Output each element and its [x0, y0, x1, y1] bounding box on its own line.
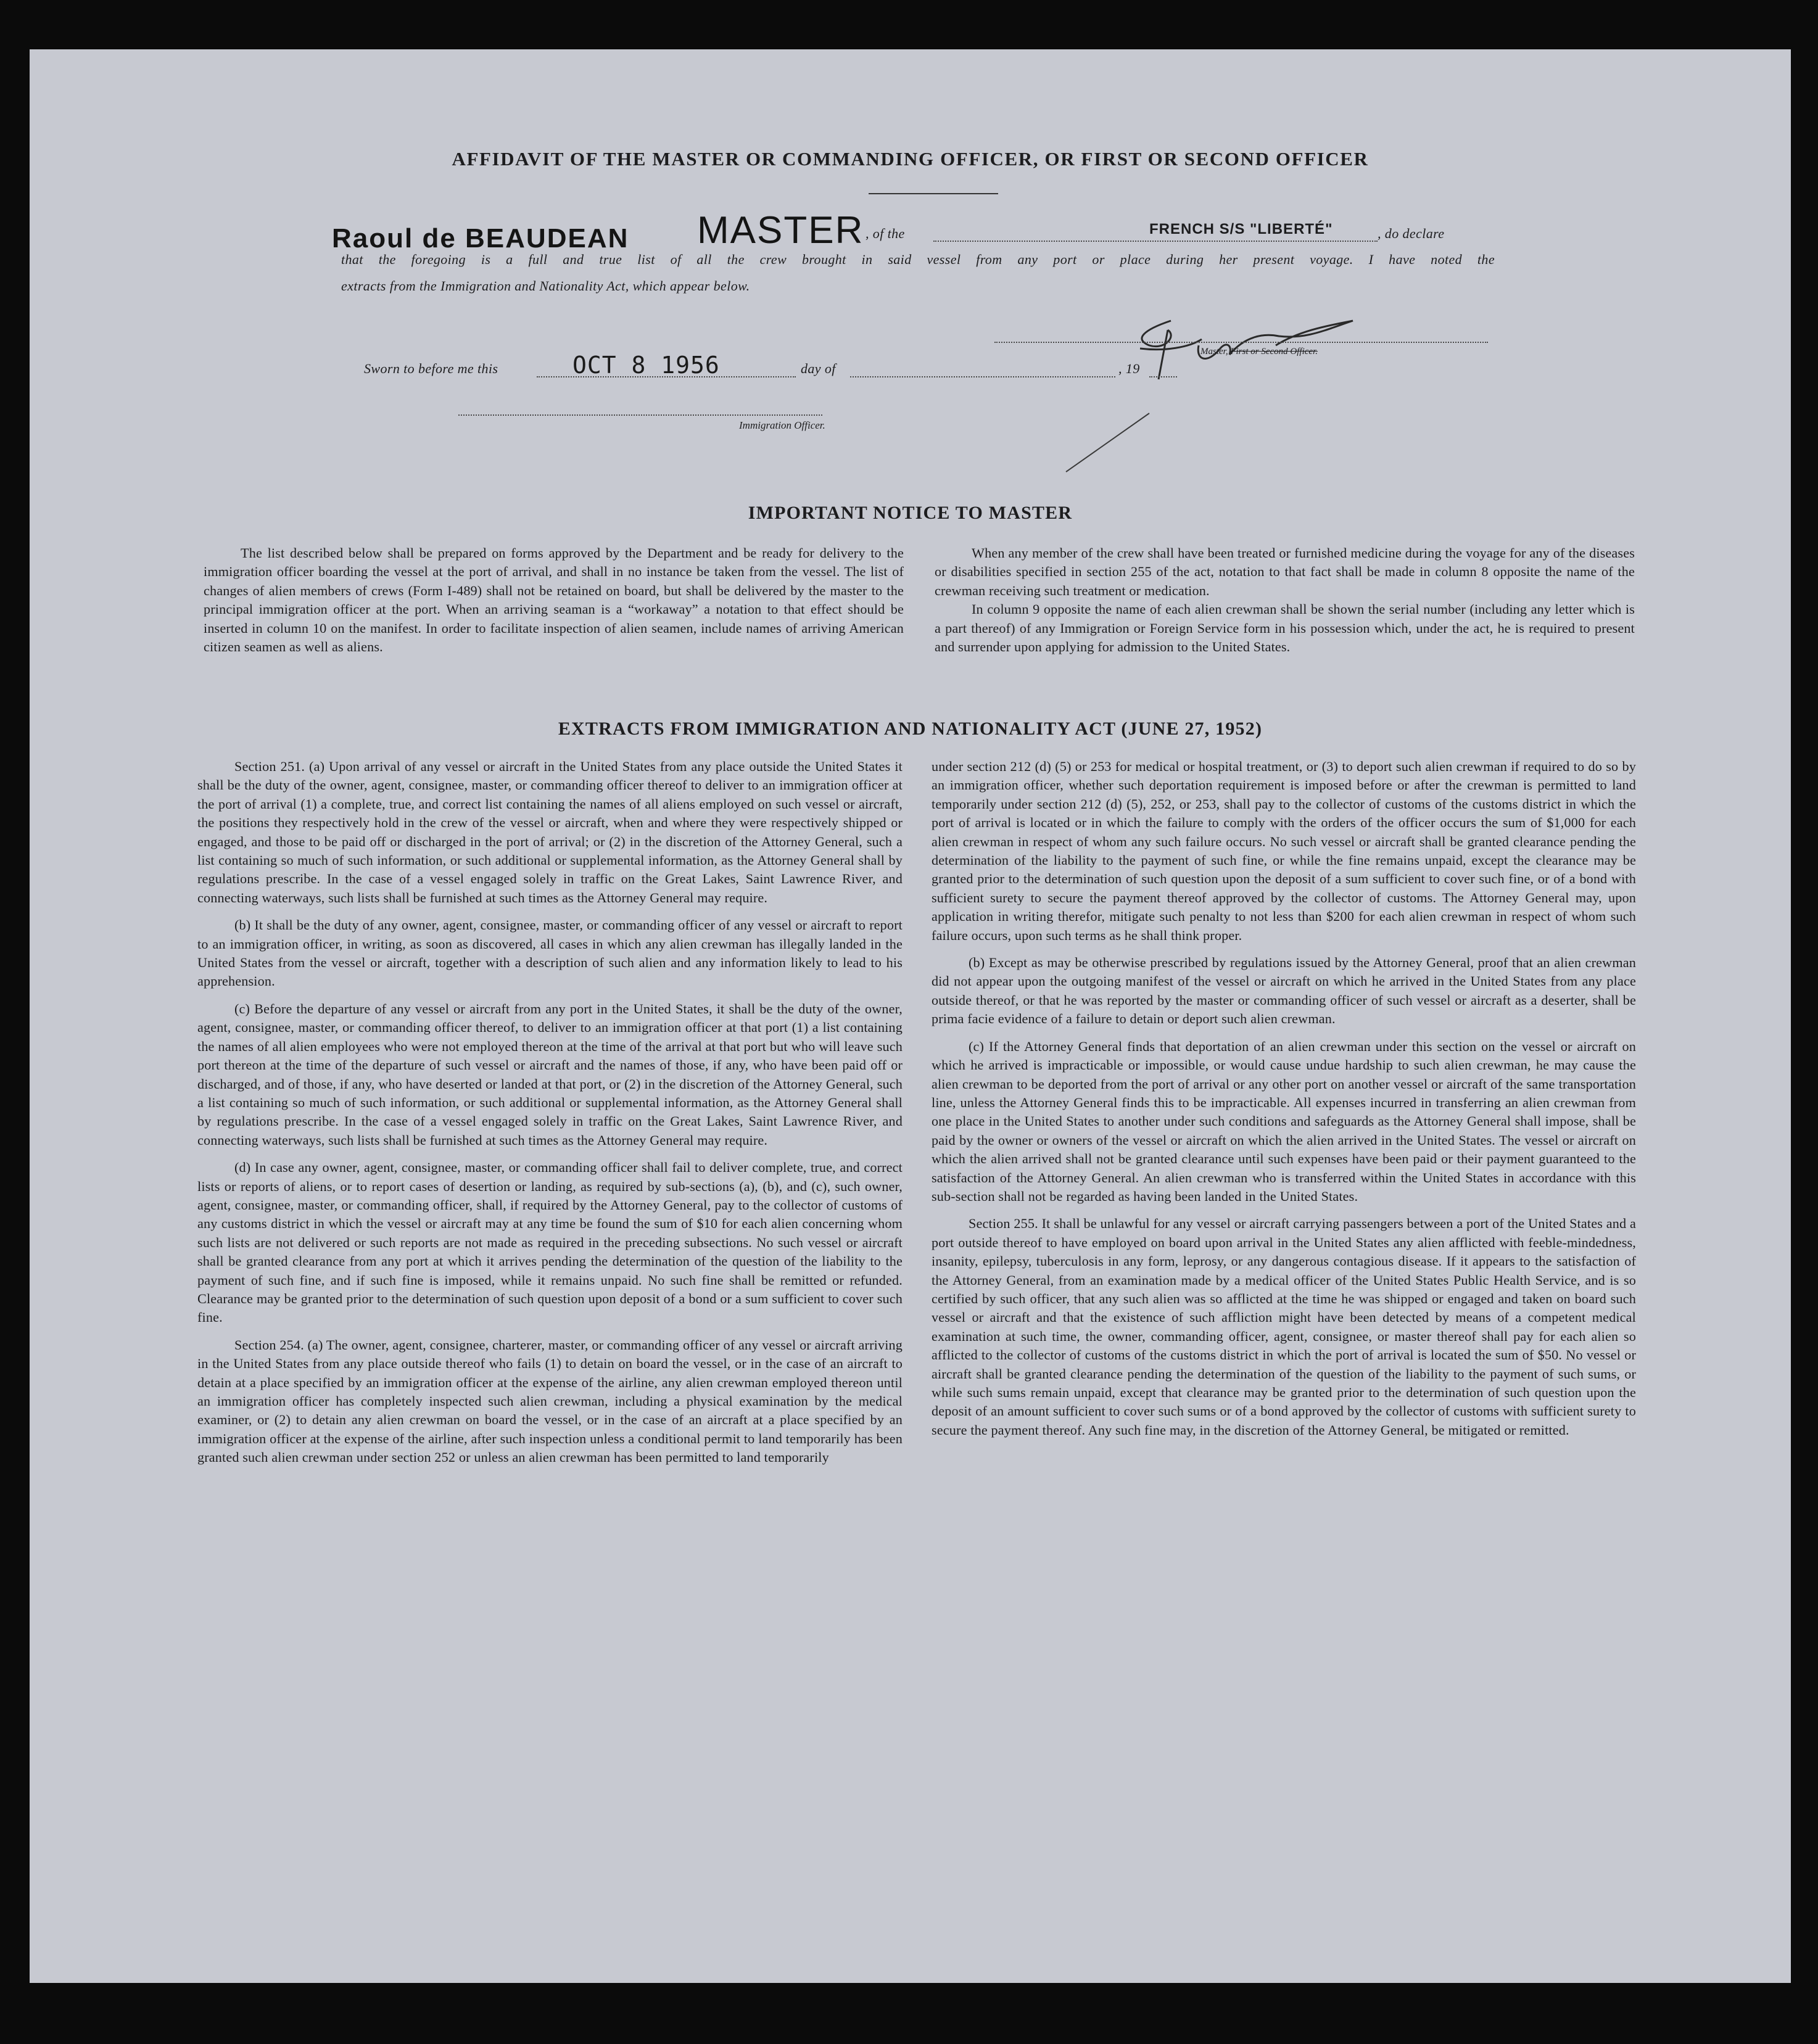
- of-the-label: , of the: [866, 226, 905, 241]
- section-251-b: (b) It shall be the duty of any owner, agent, consignee, master, or commanding officer of any vessel or aircraft to report to an immigration officer, in writing, as soon as discovered, all cases in which any alien crewman has illegally landed in the United States from the vessel or aircraft, together with a description of such alien and any information likely to lead to his apprehension.: [197, 917, 903, 989]
- section-254-a: Section 254. (a) The owner, agent, consignee, charterer, master, or commanding officer of any vessel or aircraft arriving in the United States from any place outside thereof who fails (1) to detain on board the vessel, or in the case of an aircraft to detain at a place specified by an immigration officer at the expense of the airline, any alien crewman employed thereon until an immigration officer has completely inspected such alien crewman, including a physical examination by the medical examiner, or (2) to detain any alien crewman on board the vessel, or in the case of an aircraft at a place specified by an immigration officer at the expense of the airline, after such inspection unless a conditional permit to land temporarily has been granted such alien crewman under section 252 or unless an alien crewman has been permitted to land temporarily: [197, 1337, 903, 1465]
- extracts-right-column: [932, 757, 1636, 1448]
- master-signature: [1041, 287, 1387, 490]
- month-dotted-line: [850, 376, 1115, 377]
- ship-name: FRENCH S/S "LIBERTÉ": [1149, 221, 1333, 237]
- notice-left-paragraph: The list described below shall be prepared on forms approved by the Department and be ready for delivery to the immigration officer boarding the vessel at the port of arrival, and shall in no instance be taken from the vessel. The list of changes of alien members of crews (Form I-489) shall not be retained on board, but shall be delivered by the master to the principal immigration officer at the port. When an arriving seaman is a “workaway” a notation to that effect should be inserted in column 10 on the manifest. In order to facilitate inspection of alien seamen, include names of arriving American citizen seamen as well as aliens.: [204, 545, 904, 655]
- affidavit-title: AFFIDAVIT OF THE MASTER OR COMMANDING OFFICER, OR FIRST OR SECOND OFFICER: [452, 148, 1369, 170]
- signature-dotted-line: [994, 342, 1488, 343]
- notice-right-column: [935, 544, 1635, 656]
- notice-left-column: [204, 544, 904, 656]
- officer-dotted-line: [458, 414, 822, 416]
- year-dotted-line: [1149, 376, 1177, 377]
- handwritten-role: MASTER: [697, 209, 864, 252]
- extracts-heading: EXTRACTS FROM IMMIGRATION AND NATIONALITY ACT (JUNE 27, 1952): [558, 719, 1263, 739]
- notice-right-paragraph-1: When any member of the crew shall have been treated or furnished medicine during the voyage for any of the diseases or disabilities specified in section 255 of the act, notation to that fact shall be made in column 8 opposite the name of the crewman receiving such treatment or medication.: [935, 545, 1635, 598]
- document-sheet: [30, 49, 1791, 1983]
- do-declare-label: , do declare: [1378, 226, 1445, 241]
- immigration-officer-label: Immigration Officer.: [739, 419, 825, 431]
- declaration-line-2: that the foregoing is a full and true list of all the crew brought in said vessel from any port or place during her present voyage. I have noted the: [341, 252, 1495, 267]
- declaration-line-3: extracts from the Immigration and Nationality Act, which appear below.: [341, 278, 750, 294]
- important-notice-heading: IMPORTANT NOTICE TO MASTER: [748, 503, 1073, 523]
- section-251-a: Section 251. (a) Upon arrival of any vessel or aircraft in the United States from any place outside the United States it shall be the duty of the owner, agent, consignee, master, or commanding officer thereof to deliver to an immigration officer at the port of arrival (1) a complete, true, and correct list containing the names of all aliens employed on such vessel or aircraft, the positions they respectively hold in the crew of the vessel or aircraft, when and where they were respectively shipped or engaged, and those to be paid off or discharged in the port of arrival; or (2) in the discretion of the Attorney General, such a list containing so much of such information, or such additional or supplemental information, as the Attorney General shall by regulations prescribe. In the case of a vessel engaged solely in traffic on the Great Lakes, Saint Lawrence River, and connecting waterways, such lists shall be furnished at such times as the Attorney General may require.: [197, 759, 903, 905]
- section-255: Section 255. It shall be unlawful for any vessel or aircraft carrying passengers between a port of the United States and a port outside thereof to have employed on board upon arrival in the United States any alien afflicted with feeble-mindedness, insanity, epilepsy, tuberculosis in any form, leprosy, or any dangerous contagious disease. If it appears to the satisfaction of the Attorney General, from an examination made by a medical officer of the United States Public Health Service, and is so certified by such officer, that any such alien was so afflicted at the time he was shipped or engaged and taken on board such vessel or aircraft and that the existence of such affliction might have been detected by means of a competent medical examination at such time, the owner, commanding officer, agent, consignee, or master thereof shall pay for each alien so afflicted to the collector of customs of the customs district in which the port of arrival is located the sum of $50. No vessel or aircraft shall be granted clearance pending the determination of the question of the liability to the payment of such sums, or while such sums remain unpaid, except that clearance may be granted prior to the determination of such question upon the deposit of an amount sufficient to cover such sums or of a bond approved by the collector of customs with sufficient surety to secure the payment thereof. Any such fine may, in the discretion of the Attorney General, be mitigated or remitted.: [932, 1216, 1636, 1438]
- extracts-left-column: [197, 757, 903, 1476]
- section-251-c: (c) Before the departure of any vessel or aircraft from any port in the United States, it shall be the duty of the owner, agent, consignee, master, or commanding officer thereof, to deliver to an immigration officer at that port (1) a list containing the names of all alien employees who were not employed thereon at the time of the arrival at that port but who will leave such port thereon at the time of the departure of such vessel or aircraft and the names of those, if any, who have been paid off or discharged, and of those, if any, who have deserted or landed at that port, or (2) in the discretion of the Attorney General, such a list containing so much of such information, or such additional or supplemental information, as the Attorney General shall by regulations prescribe. In the case of a vessel engaged solely in traffic on the Great Lakes, Saint Lawrence River, and connecting waterways, such lists shall be furnished at such times as the Attorney General may require.: [197, 1000, 903, 1148]
- struck-officer-label: First or Second Officer.: [1230, 347, 1318, 356]
- title-underline: [869, 193, 998, 194]
- year-label: , 19: [1118, 361, 1140, 376]
- section-254-c: (c) If the Attorney General finds that deportation of an alien crewman under this section on the vessel or aircraft on which he arrived is impracticable or impossible, or would cause undue hardship to such alien crewman, he may cause the alien crewman to be deported from the port of arrival or any other port on another vessel or aircraft of the same transportation line, unless the Attorney General finds this to be impracticable. All expenses incurred in transferring an alien crewman from one place in the United States to another under such conditions and safeguards as the Attorney General shall impose, shall be paid by the owner or owners of the vessel or aircraft on which the alien arrived in the United States. The vessel or aircraft on which the alien arrived shall not be granted clearance until such expenses have been paid or their payment guaranteed to the satisfaction of the Attorney General. An alien crewman who is transferred within the United States in accordance with this sub-section shall not be regarded as having been landed in the United States.: [932, 1038, 1636, 1204]
- master-officer-label: [1200, 347, 1318, 357]
- master-label: Master,: [1200, 347, 1228, 356]
- section-254-b: (b) Except as may be otherwise prescribed by regulations issued by the Attorney General, proof that an alien crewman did not appear upon the outgoing manifest of the vessel or aircraft on which he arrived in the United States from any place outside thereof, or that he was reported by the master or commanding officer of such vessel or aircraft as a deserter, shall be prima facie evidence of a failure to detain or deport such alien crewman.: [932, 955, 1636, 1027]
- day-of-label: day of: [801, 361, 836, 376]
- section-254-a-continued: under section 212 (d) (5) or 253 for medical or hospital treatment, or (3) to deport such alien crewman if required to do so by an immigration officer, whether such deportation requirement is imposed before or after the crewman is permitted to land temporarily under section 212 (d) (5), 252, or 253, shall pay to the collector of customs of the customs district in which the port of arrival is located or in which the failure to comply with the orders of the officer occurs the sum of $1,000 for each alien crewman in respect of whom any such failure occurs. No such vessel or aircraft shall be granted clearance pending the determination of the liability to the payment of such fine, or while the fine remains unpaid, except the clearance may be granted prior to the determination of such question upon the deposit of a sum sufficient to cover such fine, or of a bond with sufficient surety to secure the payment thereof approved by the collector of customs. The Attorney General may, upon application in writing therefor, mitigate such penalty to not less than $200 for each alien crewman in respect of whom such failure occurs, upon such terms as he shall think proper.: [932, 759, 1636, 943]
- date-stamp: OCT 8 1956: [572, 352, 720, 379]
- handwritten-name: Raoul de BEAUDEAN: [332, 223, 629, 253]
- notice-right-paragraph-2: In column 9 opposite the name of each alien crewman shall be shown the serial number (including any letter which is a part thereof) of any Immigration or Foreign Service form in his possession which, under the act, he is required to present and surrender upon applying for admission to the United States.: [935, 601, 1635, 655]
- ship-dotted-line: [933, 241, 1378, 242]
- section-251-d: (d) In case any owner, agent, consignee, master, or commanding officer shall fail to deliver complete, true, and correct lists or reports of aliens, or to report cases of desertion or landing, as required by sub-sections (a), (b), and (c), such owner, agent, consignee, master, or commanding officer, shall, if required by the Attorney General, pay to the collector of customs of any customs district in which the vessel or aircraft may at any time be found the sum of $10 for each alien concerning whom such lists are not delivered or such reports are not made as required in the preceding subsections. No such vessel or aircraft shall be granted clearance from any port at which it arrives pending the determination of the question of the liability to the payment of such fine, and if such fine is imposed, while it remains unpaid. No such fine shall be remitted or refunded. Clearance may be granted prior to the determination of such question upon deposit of a bond or a sum sufficient to cover such fine.: [197, 1160, 903, 1325]
- sworn-label: Sworn to before me this: [364, 361, 498, 376]
